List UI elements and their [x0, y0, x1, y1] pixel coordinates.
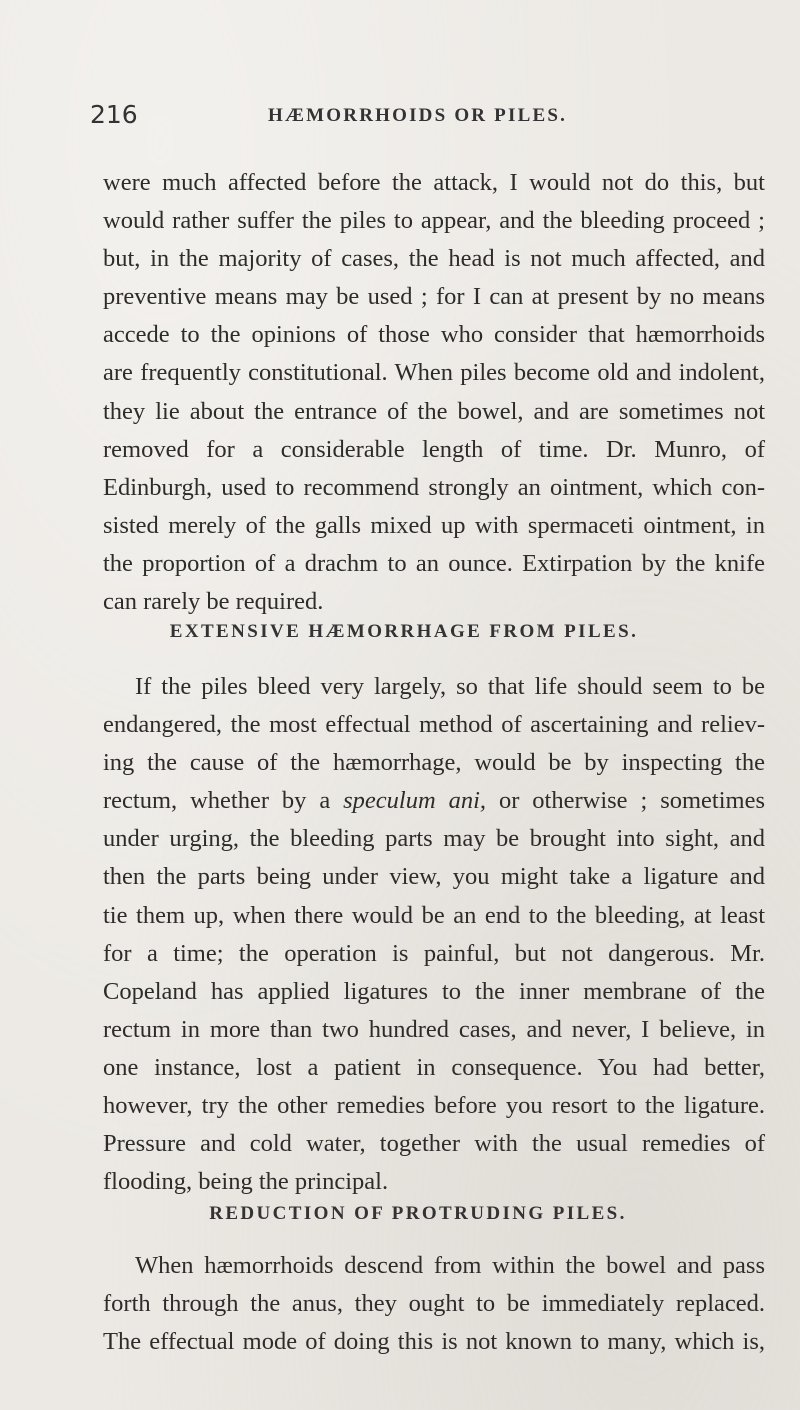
text-line: for a time; the operation is painful, but not dangerous. Mr. — [103, 939, 765, 967]
paragraph-continued — [103, 164, 765, 621]
section-heading-extensive-haemorrhage: EXTENSIVE HÆMORRHAGE FROM PILES. — [169, 621, 639, 642]
running-title: HÆMORRHOIDS OR PILES. — [268, 105, 568, 126]
text-line: were much affected before the attack, I would not do this, but — [103, 169, 765, 196]
text-line: sisted merely of the galls mixed up with spermaceti ointment, in — [103, 511, 765, 539]
text-line — [103, 782, 765, 820]
text-line: flooding, being the principal. — [103, 1168, 389, 1196]
running-head — [90, 98, 780, 132]
paragraph-reduction — [103, 1247, 765, 1361]
text-line: accede to the opinions of those who consider that hæmorrhoids — [103, 321, 765, 349]
text-line: forth through the anus, they ought to be immediately replaced. — [103, 1290, 765, 1318]
text-line: one instance, lost a patient in consequence. You had better, — [103, 1053, 765, 1081]
text-line: ing the cause of the hæmorrhage, would be by inspecting the — [103, 749, 765, 777]
text-line: Pressure and cold water, together with the usual remedies of — [103, 1130, 765, 1158]
text-segment: rectum, whether by a — [103, 787, 344, 815]
text-line: under urging, the bleeding parts may be brought into sight, and — [103, 825, 765, 853]
text-line: the proportion of a drachm to an ounce. Extirpation by the knife — [103, 549, 765, 577]
text-line: are frequently constitutional. When piles become old and indolent, — [103, 359, 765, 387]
text-line: endangered, the most effectual method of ascertaining and reliev- — [103, 711, 765, 739]
text-line: but, in the majority of cases, the head is not much affected, and — [103, 245, 765, 273]
text-line: would rather suffer the piles to appear, and the bleeding proceed ; — [103, 207, 765, 235]
text-line: Edinburgh, used to recommend strongly an ointment, which con- — [103, 473, 765, 501]
italic-term: speculum ani, — [343, 787, 487, 815]
page-number: 216 — [90, 100, 138, 129]
text-line: then the parts being under view, you might take a ligature and — [103, 863, 765, 891]
text-line: removed for a considerable length of time. Dr. Munro, of — [103, 435, 765, 463]
text-line: When hæmorrhoids descend from within the bowel and pass — [135, 1252, 765, 1279]
text-line: however, try the other remedies before you resort to the ligature. — [103, 1092, 765, 1120]
text-line: preventive means may be used ; for I can at present by no means — [103, 283, 765, 311]
text-line: rectum in more than two hundred cases, and never, I believe, in — [103, 1015, 765, 1043]
text-line: tie them up, when there would be an end to the bleeding, at least — [103, 901, 765, 929]
text-line: If the piles bleed very largely, so that life should seem to be — [135, 673, 765, 700]
text-line: can rarely be required. — [103, 588, 324, 616]
text-line: they lie about the entrance of the bowel, and are sometimes not — [103, 397, 765, 425]
section-heading-reduction: REDUCTION OF PROTRUDING PILES. — [209, 1203, 627, 1224]
text-line: The effectual mode of doing this is not known to many, which is, — [103, 1328, 765, 1356]
text-segment: or otherwise ; sometimes — [486, 787, 765, 815]
paragraph-extensive-haemorrhage — [103, 668, 765, 1201]
text-line: Copeland has applied ligatures to the inner membrane of the — [103, 977, 765, 1005]
